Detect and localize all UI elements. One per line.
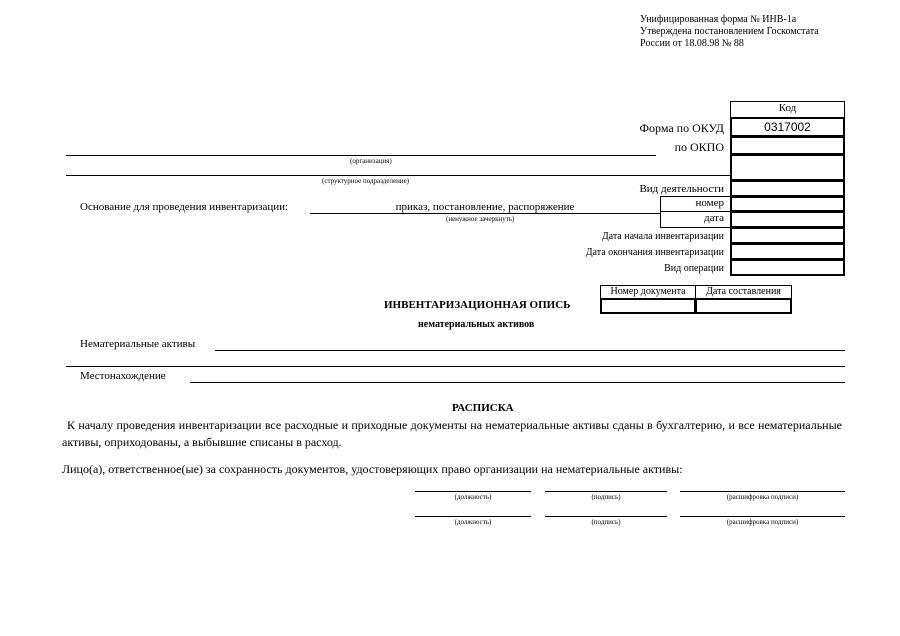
- department-caption: (структурное подразделение): [322, 177, 410, 185]
- activity-code-cell[interactable]: [730, 180, 845, 197]
- assets-line-2[interactable]: [66, 366, 845, 367]
- position-line-1[interactable]: [415, 491, 531, 492]
- start-date-cell[interactable]: [730, 227, 845, 244]
- end-date-label: Дата окончания инвентаризации: [585, 247, 724, 258]
- organization-line[interactable]: [66, 155, 656, 156]
- signature-line-1[interactable]: [545, 491, 667, 492]
- receipt-text: К началу проведения инвентаризации все расходные и приходные документы на нематериальные активы сданы в бухгалтерию, и все нематериальные активы, оприходованы, а выбывшие списаны в расход.: [62, 418, 842, 449]
- okud-code-cell[interactable]: 0317002: [730, 117, 845, 137]
- form-header-line3: России от 18.08.98 № 88: [640, 38, 744, 49]
- basis-date-cell[interactable]: [730, 211, 845, 228]
- dept-code-cell[interactable]: [730, 154, 845, 181]
- decoding-line-1[interactable]: [680, 491, 845, 492]
- location-line[interactable]: [190, 382, 845, 383]
- basis-label: Основание для проведения инвентаризации:: [80, 201, 289, 213]
- basis-line[interactable]: [310, 213, 660, 214]
- form-header-line1: Унифицированная форма № ИНВ-1а: [640, 14, 797, 25]
- position-caption-2: (должность): [454, 518, 492, 526]
- decoding-line-2[interactable]: [680, 516, 845, 517]
- start-date-label: Дата начала инвентаризации: [601, 231, 724, 242]
- organization-caption: (организация): [350, 157, 392, 165]
- doc-number-cell[interactable]: [600, 298, 696, 314]
- signature-line-2[interactable]: [545, 516, 667, 517]
- doc-number-header: Номер документа: [600, 285, 696, 299]
- okud-label: Форма по ОКУД: [639, 121, 724, 135]
- department-line[interactable]: [66, 175, 730, 176]
- activity-label: Вид деятельности: [639, 183, 724, 195]
- signature-caption-1: (подпись): [591, 493, 621, 501]
- end-date-cell[interactable]: [730, 243, 845, 260]
- form-header-line2: Утверждена постановлением Госкомстата: [640, 26, 819, 37]
- operation-label: Вид операции: [664, 263, 724, 274]
- basis-caption: (ненужное зачеркнуть): [446, 215, 515, 223]
- code-header: Код: [730, 101, 845, 118]
- basis-value: приказ, постановление, распоряжение: [395, 201, 575, 213]
- decoding-caption-1: (расшифровка подписи): [726, 493, 799, 501]
- form-header: [640, 14, 819, 50]
- receipt-title: РАСПИСКА: [452, 402, 514, 414]
- doc-date-header: Дата составления: [695, 285, 792, 299]
- assets-line[interactable]: [215, 350, 845, 351]
- decoding-caption-2: (расшифровка подписи): [726, 518, 799, 526]
- okpo-code-cell[interactable]: [730, 136, 845, 155]
- operation-code-cell[interactable]: [730, 259, 845, 276]
- position-caption-1: (должность): [454, 493, 492, 501]
- doc-date-cell[interactable]: [695, 298, 792, 314]
- form-title: ИНВЕНТАРИЗАЦИОННАЯ ОПИСЬ: [384, 299, 571, 311]
- basis-date-label: дата: [660, 211, 731, 228]
- basis-number-label: номер: [660, 196, 731, 212]
- basis-number-cell[interactable]: [730, 196, 845, 212]
- assets-label: Нематериальные активы: [80, 338, 196, 350]
- location-label: Местонахождение: [80, 370, 166, 382]
- okpo-label: по ОКПО: [674, 140, 724, 154]
- position-line-2[interactable]: [415, 516, 531, 517]
- responsible-text: Лицо(а), ответственное(ые) за сохранность документов, удостоверяющих право организации на нематериальные активы:: [62, 462, 683, 476]
- form-subtitle: нематериальных активов: [418, 319, 535, 330]
- signature-caption-2: (подпись): [591, 518, 621, 526]
